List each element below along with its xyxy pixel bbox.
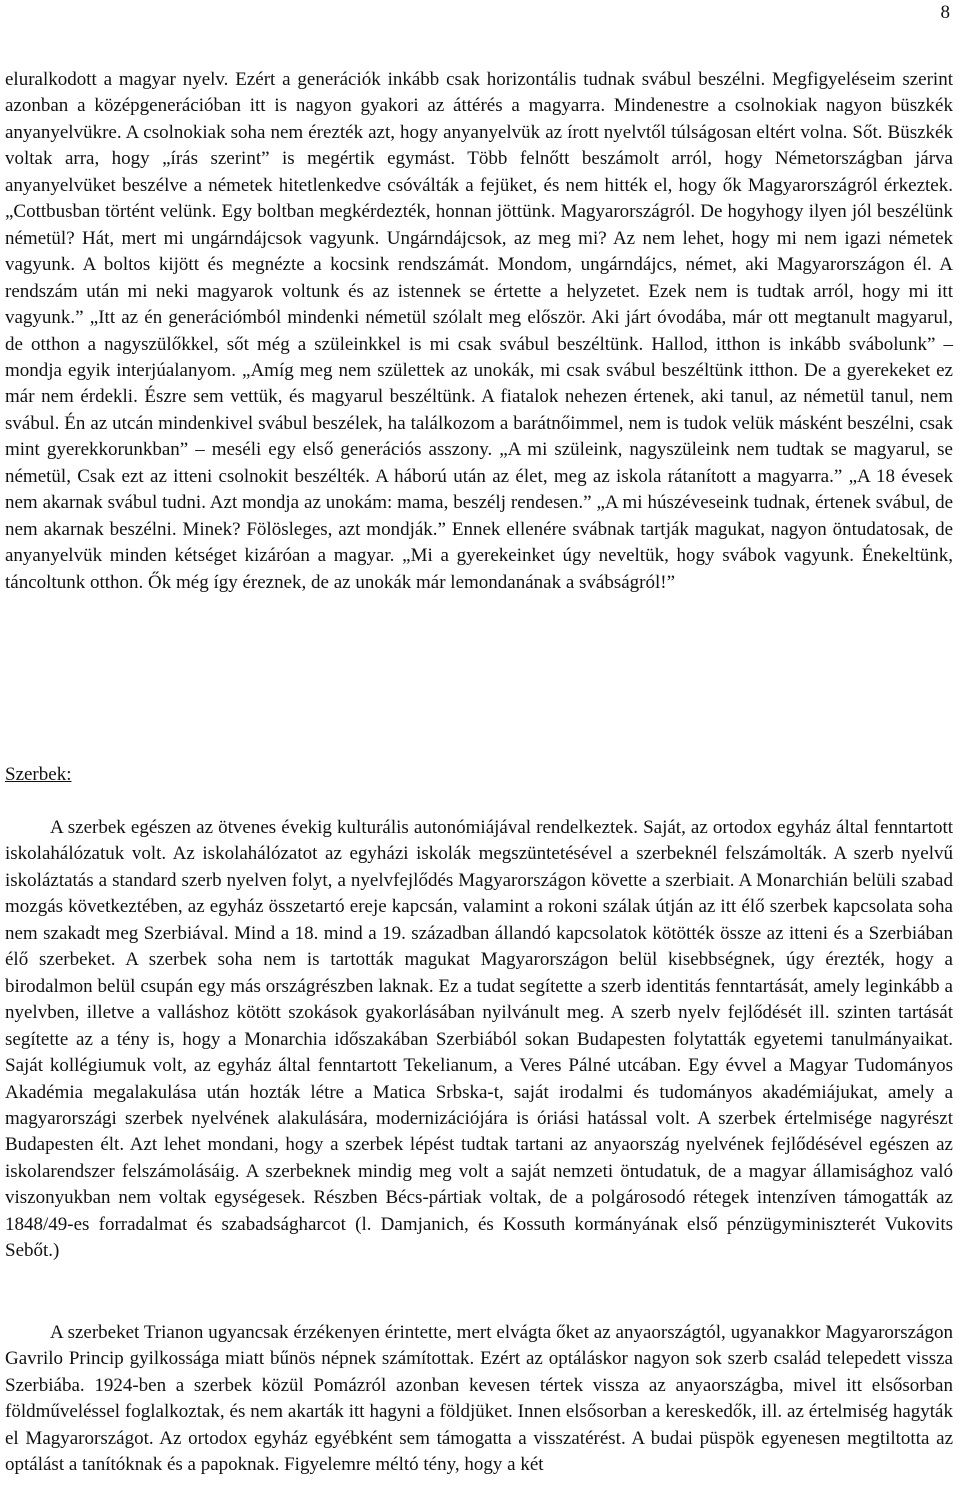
page-number: 8 xyxy=(940,2,950,23)
paragraph-csolnok-german-dialect: eluralkodott a magyar nyelv. Ezért a generációk inkább csak horizontális tudnak svábul beszélni. Megfigyeléseim szerint azonban a középgenerációban itt is nagyon gyakori az áttérés a magyarra. Mindenestre a csolnokiak nagyon büszkék anyanyelvükre. A csolnokiak soha nem érezték azt, hogy anyanyelvük az írott nyelvtől túlságosan eltért volna. Sőt. Büszkék voltak arra, hogy „írás szerint” is megértik egymást. Több felnőtt beszámolt arról, hogy Németországban járva anyanyelvüket beszélve a németek hitetlenkedve csóválták a fejüket, és nem hitték el, hogy ők Magyarországról érkeztek. „Cottbusban történt velünk. Egy boltban megkérdezték, honnan jöttünk. Magyarországról. De hogyhogy ilyen jól beszélünk németül? Hát, mert mi ungárndájcsok vagyunk. Ungárndájcsok, az meg mi? Az nem lehet, hogy mi nem igazi németek vagyunk. A boltos kijött és megnézte a kocsink rendszámát. Mondom, ungárndájcs, német, aki Magyarországon él. A rendszám után mi neki magyarok voltunk és az istennek se értette a helyzetet. Ezek nem is tudtak arról, hogy mi itt vagyunk.” „Itt az én generációmból mindenki németül szólalt meg először. Aki járt óvodába, már ott megtanult magyarul, de otthon a nagyszülőkkel, sőt még a szüleinkkel is mi csak svábul beszéltünk. Hallod, itthon is inkább svábolunk” – mondja egyik interjúalanyom. „Amíg meg nem születtek az unokák, mi csak svábul beszéltünk itthon. De a gyerekeket ez már nem érdekli. Észre sem vettük, és magyarul beszéltünk. A fiatalok nehezen értenek, aki tanul, az németül tanul, nem svábul. Én az utcán mindenkivel svábul beszélek, ha találkozom a barátnőimmel, nem is tudok velük másként beszélni, csak mint gyerekkorunkban” – meséli egy első generációs asszony. „A mi szüleink, nagyszüleink nem tudtak se magyarul, se németül, Csak ezt az itteni csolnokit beszélték. A háború után az élet, meg az iskola rátanított a magyarra.” „A 18 évesek nem akarnak svábul tudni. Azt mondja az unokám: mama, beszélj rendesen.” „A mi húszéveseink tudnak, értenek svábul, de nem akarnak beszélni. Minek? Fölösleges, azt mondják.” Ennek ellenére svábnak tartják magukat, nagyon öntudatosak, de anyanyelvük minden kétséget kizáróan a magyar. „Mi a gyerekeinket úgy neveltük, hogy svábok vagyunk. Énekeltünk, táncoltunk otthon. Ők még így éreznek, de az unokák már lemondanának a svábságról!” xyxy=(5,69,953,593)
paragraph-serbs-trianon: A szerbeket Trianon ugyancsak érzékenyen érintette, mert elvágta őket az anyaországtól, ugyanakkor Magyarországon Gavrilo Princip gyilkossága miatt bűnös népnek számítottak. Ezért az optáláskor nagyon sok szerb család telepedett vissza Szerbiába. 1924-ben a szerbek közül Pomázról azonban kevesen tértek vissza az anyaországba, mivel itt elsősorban földműveléssel foglalkoztak, és nem akarták itt hagyni a földjüket. Innen elsősorban a kereskedők, ill. az értelmiség hagyták el Magyarországot. Az ortodox egyház egyébként sem támogatta a visszatérést. A budai püspök egyenesen megtiltotta az optálást a tanítóknak és a papoknak. Figyelemre méltó tény, hogy a két xyxy=(5,1322,953,1476)
section-heading-serbs: Szerbek: xyxy=(5,764,72,785)
paragraph-serbs-autonomy: A szerbek egészen az ötvenes évekig kulturális autonómiájával rendelkeztek. Saját, az ortodox egyház által fenntartott iskolahálózatuk volt. Az iskolahálózatot az egyházi iskolák megszüntetésével a szerbeknél felszámolták. A szerb nyelvű iskoláztatás a standard szerb nyelven folyt, a nyelvfejlődés Magyarországon követte a szerbiait. A Monarchián belüli szabad mozgás következtében, az egyház összetartó ereje kapcsán, valamint a rokoni szálak útján az itt élő szerbek kapcsolata soha nem szakadt meg Szerbiával. Mind a 18. mind a 19. században állandó kapcsolatok kötötték össze az itteni és a Szerbiában élő szerbeket. A szerbek soha nem is tartották magukat Magyarországon belül kisebbségnek, úgy érezték, hogy a birodalmon belül csupán egy más országrészben laknak. Ez a tudat segítette a szerb identitás fenntartását, amely leginkább a nyelvben, illetve a valláshoz kötött szokások gyakorlásában nyilvánult meg. A szerb nyelv fejlődését ill. szinten tartását segítette az a tény is, hogy a Monarchia időszakában Szerbiából sokan Budapesten folytatták egyetemi tanulmányaikat. Saját kollégiumuk volt, az egyház által fenntartott Tekelianum, a Veres Pálné utcában. Egy évvel a Magyar Tudományos Akadémia megalakulása után hozták létre a Matica Srbska-t, saját irodalmi és tudományos akadémiájukat, amely a magyarországi szerbek nyelvének alakulására, modernizációjára is óriási hatással volt. A szerbek értelmisége nagyrészt Budapesten élt. Azt lehet mondani, hogy a szerbek lépést tudtak tartani az anyaország nyelvének fejlődésével egészen az iskolarendszer felszámolásáig. A szerbeknek mindig meg volt a saját nemzeti öntudatuk, de a magyar államisághoz való viszonyukban nem voltak egységesek. Részben Bécs-pártiak voltak, de a polgárosodó rétegek intenzíven támogatták az 1848/49-es forradalmat és szabadságharcot (l. Damjanich, és Kossuth kormányának első pénzügyminiszterét Vukovits Sebőt.) xyxy=(5,817,953,1262)
